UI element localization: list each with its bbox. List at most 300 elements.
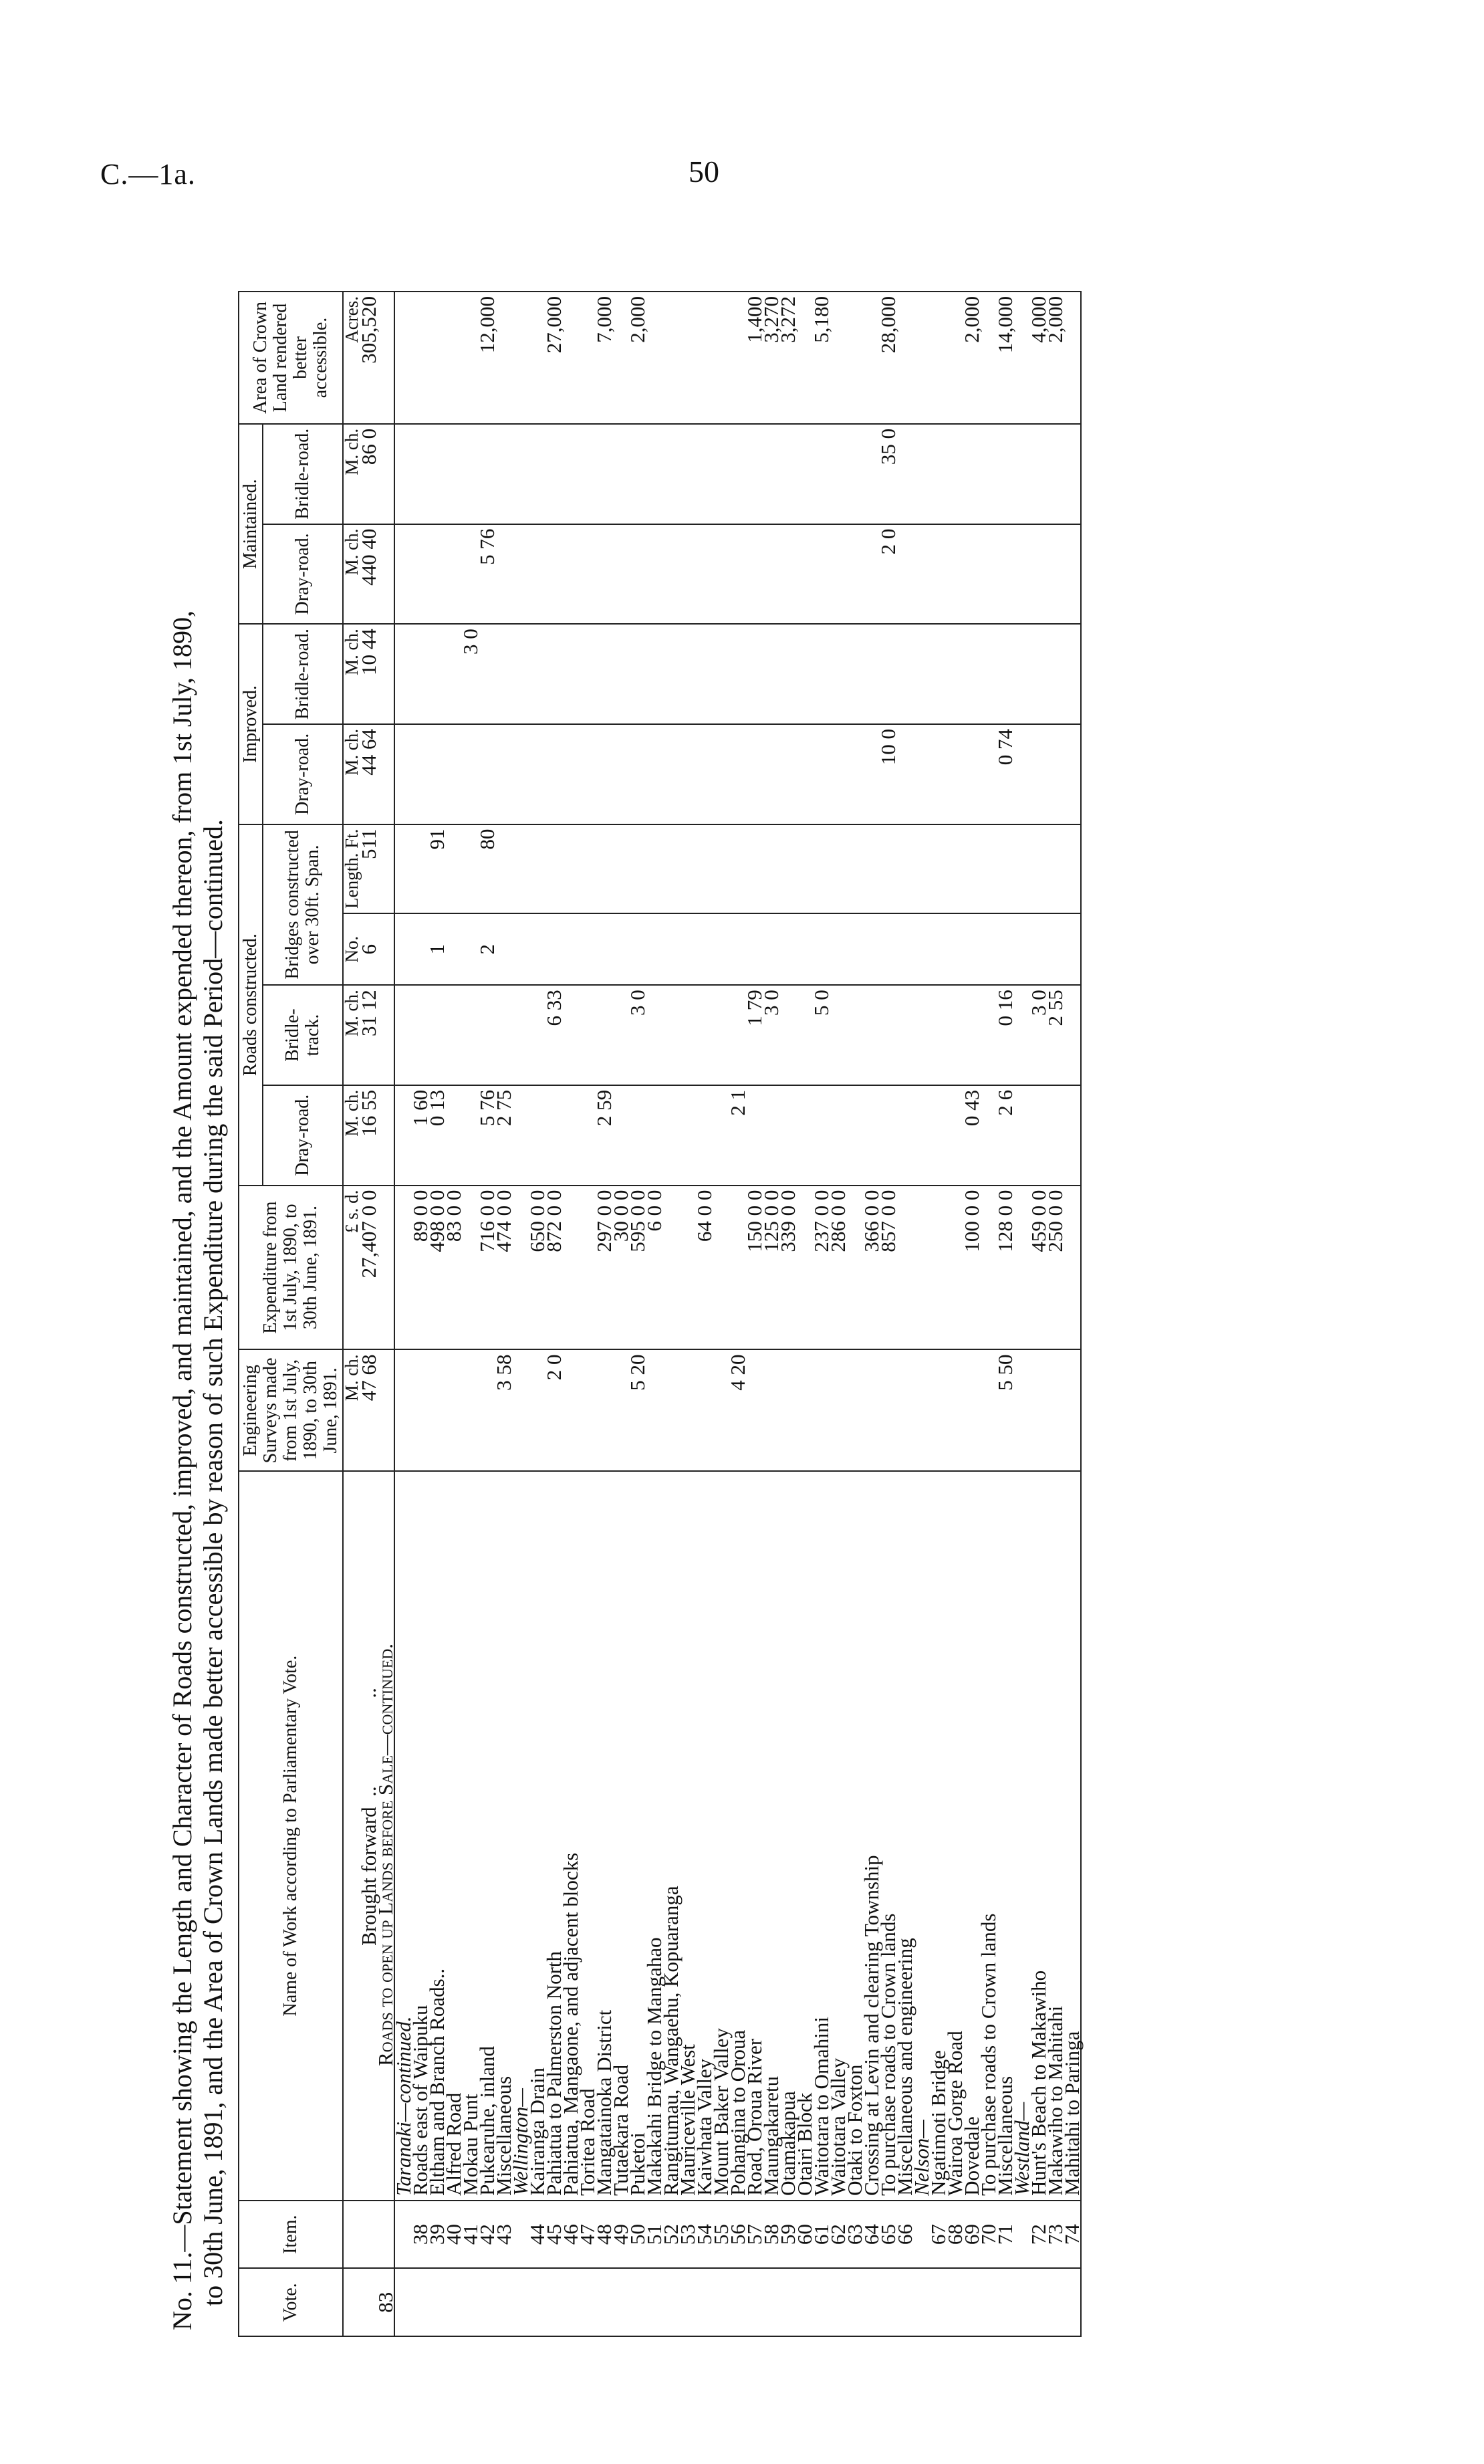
work-name: Otairi Block xyxy=(796,1471,813,2201)
district-name: Wellington— xyxy=(512,1471,529,2201)
vote-cell xyxy=(428,2268,445,2336)
cell-bridges-no xyxy=(629,913,646,985)
cell-bridges-no xyxy=(863,913,880,985)
cell-dray: 0 43 xyxy=(963,1085,980,1186)
item-number: 58 xyxy=(763,2201,779,2269)
work-name: Otamakapua xyxy=(779,1471,796,2201)
cell-imp-bridle xyxy=(997,624,1013,724)
cell-bridges-len xyxy=(696,824,713,914)
cell-mnt-bridle xyxy=(579,424,596,524)
cell-imp-dray xyxy=(713,724,729,824)
cell-bridle xyxy=(479,985,495,1085)
cell-bridle: 6 33 xyxy=(545,985,562,1085)
cell-imp-bridle xyxy=(495,624,512,724)
vote-cell xyxy=(896,2268,913,2336)
cell-expenditure: 64 0 0 xyxy=(696,1186,713,1350)
cell-area: 4,000 xyxy=(1030,292,1047,424)
cell-imp-bridle xyxy=(713,624,729,724)
item-number: 52 xyxy=(662,2201,679,2269)
cell-mnt-dray xyxy=(679,524,696,625)
vote-cell xyxy=(679,2268,696,2336)
section-heading: Roads to open up Lands before Sale—continued. xyxy=(377,1471,394,2201)
cell-area xyxy=(512,292,529,424)
work-name: Tutaekara Road xyxy=(612,1471,629,2201)
cell-bridle xyxy=(662,985,679,1085)
cell-surveys xyxy=(947,1350,963,1472)
vote-cell xyxy=(746,2268,763,2336)
cell-surveys xyxy=(596,1350,612,1472)
cell-imp-bridle xyxy=(796,624,813,724)
col-item: Item. xyxy=(239,2201,343,2269)
cell-surveys xyxy=(896,1350,913,1472)
cell-mnt-dray: 5 76 xyxy=(479,524,495,625)
cell-bridges-no xyxy=(779,913,796,985)
cell-dray xyxy=(880,1085,896,1186)
cell-mnt-dray xyxy=(646,524,662,625)
cell-bridges-no: 2 xyxy=(479,913,495,985)
cell-bridges-len xyxy=(746,824,763,914)
cell-mnt-dray xyxy=(579,524,596,625)
col-bridges: Bridges constructed over 30ft. Span. xyxy=(263,824,343,986)
work-name: Mangatainoka District xyxy=(596,1471,612,2201)
cell-expenditure: 459 0 0 xyxy=(1030,1186,1047,1350)
cell-expenditure: 872 0 0 xyxy=(545,1186,562,1350)
cell-area: 12,000 xyxy=(479,292,495,424)
cell-bridges-no xyxy=(646,913,662,985)
cell-mnt-bridle xyxy=(813,424,830,524)
cell-bridges-len xyxy=(1064,824,1081,914)
item-number: 73 xyxy=(1047,2201,1064,2269)
table-row xyxy=(1047,292,1064,2336)
vote-cell xyxy=(947,2268,963,2336)
cell-dray xyxy=(545,1085,562,1186)
vote-cell xyxy=(545,2268,562,2336)
vote-cell xyxy=(596,2268,612,2336)
cell-bridges-len: 91 xyxy=(428,824,445,914)
cell-bridges-no xyxy=(846,913,863,985)
cell-mnt-dray xyxy=(1047,524,1064,625)
cell-dray xyxy=(1047,1085,1064,1186)
cell-bridle xyxy=(947,985,963,1085)
cell-bridges-no xyxy=(612,913,629,985)
cell-bridges-len xyxy=(646,824,662,914)
cell-bridges-no xyxy=(696,913,713,985)
cell-dray: 2 75 xyxy=(495,1085,512,1186)
cell-dray: 0 13 xyxy=(428,1085,445,1186)
cell-mnt-bridle xyxy=(980,424,997,524)
cell-dray xyxy=(646,1085,662,1186)
vote-cell xyxy=(662,2268,679,2336)
cell-expenditure: 30 0 0 xyxy=(612,1186,629,1350)
cell-dray xyxy=(863,1085,880,1186)
cell-imp-bridle xyxy=(629,624,646,724)
cell-dray xyxy=(696,1085,713,1186)
item-number: 42 xyxy=(479,2201,495,2269)
cell-bridges-no xyxy=(729,913,746,985)
cell-area: 28,000 xyxy=(880,292,896,424)
cell-bridges-len xyxy=(997,824,1013,914)
cell-surveys xyxy=(579,1350,596,1472)
cell-bridle xyxy=(913,985,930,1085)
work-name: Eltham and Branch Roads.. xyxy=(428,1471,445,2201)
cell-dray xyxy=(763,1085,779,1186)
cell-mnt-bridle: 35 0 xyxy=(880,424,896,524)
work-name: Crossing at Levin and clearing Township xyxy=(863,1471,880,2201)
cell-imp-bridle xyxy=(1030,624,1047,724)
rotated-statement xyxy=(167,197,1390,2337)
cell-bridges-len xyxy=(796,824,813,914)
brought-forward-label: Brought forward .. .. xyxy=(360,1471,377,2201)
work-name: Waitotara Valley xyxy=(830,1471,846,2201)
cell-mnt-dray xyxy=(529,524,545,625)
cell-dray xyxy=(930,1085,947,1186)
cell-mnt-dray xyxy=(662,524,679,625)
item-number: 49 xyxy=(612,2201,629,2269)
work-name: Pahiatua, Mangaone, and adjacent blocks xyxy=(562,1471,579,2201)
cell-imp-dray xyxy=(763,724,779,824)
cell-mnt-bridle xyxy=(729,424,746,524)
vote-cell xyxy=(495,2268,512,2336)
vote-cell xyxy=(813,2268,830,2336)
cell-surveys xyxy=(696,1350,713,1472)
vote-cell xyxy=(729,2268,746,2336)
cell-imp-bridle xyxy=(880,624,896,724)
cell-imp-bridle xyxy=(930,624,947,724)
cell-surveys xyxy=(1030,1350,1047,1472)
cell-imp-bridle xyxy=(394,624,412,724)
cell-surveys xyxy=(445,1350,462,1472)
cell-mnt-bridle xyxy=(529,424,545,524)
cell-bridges-no xyxy=(1064,913,1081,985)
unit-expenditure: £ s. d. xyxy=(343,1186,360,1350)
cell-area xyxy=(662,292,679,424)
cell-imp-dray xyxy=(662,724,679,824)
cell-bridges-len xyxy=(394,824,412,914)
vote-cell xyxy=(445,2268,462,2336)
cell-expenditure: 89 0 0 xyxy=(412,1186,428,1350)
cell-mnt-bridle xyxy=(596,424,612,524)
cell-mnt-dray xyxy=(846,524,863,625)
col-improved-bridle: Bridle-road. xyxy=(263,624,343,724)
table-row xyxy=(729,292,746,2336)
unit-mnt-dray: M. ch. xyxy=(343,524,360,625)
cell-mnt-dray xyxy=(562,524,579,625)
cell-dray xyxy=(529,1085,545,1186)
col-improved-dray: Dray-road. xyxy=(263,724,343,824)
cell-area: 3,270 xyxy=(763,292,779,424)
cell-mnt-bridle xyxy=(713,424,729,524)
cell-mnt-bridle xyxy=(763,424,779,524)
cell-imp-dray xyxy=(479,724,495,824)
cell-mnt-bridle xyxy=(796,424,813,524)
cell-imp-bridle xyxy=(896,624,913,724)
cell-mnt-bridle xyxy=(997,424,1013,524)
cell-surveys xyxy=(462,1350,479,1472)
cell-surveys xyxy=(662,1350,679,1472)
col-vote: Vote. xyxy=(239,2268,343,2336)
cell-mnt-bridle xyxy=(612,424,629,524)
cell-bridges-len xyxy=(529,824,545,914)
cell-imp-dray xyxy=(813,724,830,824)
cell-bridges-len xyxy=(1013,824,1030,914)
cell-mnt-dray xyxy=(980,524,997,625)
cell-bridges-no xyxy=(394,913,412,985)
cell-mnt-bridle xyxy=(662,424,679,524)
vote-cell xyxy=(612,2268,629,2336)
cell-mnt-bridle xyxy=(462,424,479,524)
cell-bridges-no xyxy=(679,913,696,985)
cell-dray xyxy=(679,1085,696,1186)
cell-surveys: 5 50 xyxy=(997,1350,1013,1472)
item-number: 63 xyxy=(846,2201,863,2269)
item-number: 38 xyxy=(412,2201,428,2269)
work-name: Mauriceville West xyxy=(679,1471,696,2201)
cell-mnt-bridle xyxy=(512,424,529,524)
cell-imp-dray xyxy=(562,724,579,824)
table-row xyxy=(779,292,796,2336)
work-name: Ngatimoti Bridge xyxy=(930,1471,947,2201)
work-name: Waitotara to Omahini xyxy=(813,1471,830,2201)
cell-mnt-bridle xyxy=(1013,424,1030,524)
cell-bridle xyxy=(596,985,612,1085)
cell-bridges-no xyxy=(529,913,545,985)
vote-cell xyxy=(1064,2268,1081,2336)
col-expenditure: Expenditure from 1st July, 1890, to 30th June, 1891. xyxy=(239,1186,343,1350)
item-number: 65 xyxy=(880,2201,896,2269)
bf-bridges-len: 511 xyxy=(360,824,377,914)
cell-area: 2,000 xyxy=(1047,292,1064,424)
vote-cell xyxy=(412,2268,428,2336)
cell-bridle: 3 0 xyxy=(1030,985,1047,1085)
cell-imp-bridle xyxy=(763,624,779,724)
cell-bridges-len xyxy=(947,824,963,914)
roads-table xyxy=(238,291,1082,2337)
cell-bridges-no xyxy=(713,913,729,985)
col-area: Area of Crown Land rendered better accessible. xyxy=(239,292,343,424)
vote-cell xyxy=(963,2268,980,2336)
cell-imp-dray: 10 0 xyxy=(880,724,896,824)
cell-mnt-bridle xyxy=(479,424,495,524)
cell-bridle xyxy=(462,985,479,1085)
cell-bridges-no xyxy=(980,913,997,985)
item-number: 50 xyxy=(629,2201,646,2269)
work-name: Makakahi Bridge to Mangahao xyxy=(646,1471,662,2201)
cell-imp-dray xyxy=(462,724,479,824)
cell-dray xyxy=(813,1085,830,1186)
cell-mnt-bridle xyxy=(545,424,562,524)
cell-expenditure: 125 0 0 xyxy=(763,1186,779,1350)
cell-imp-bridle xyxy=(696,624,713,724)
cell-expenditure: 286 0 0 xyxy=(830,1186,846,1350)
cell-bridges-no xyxy=(1013,913,1030,985)
cell-imp-bridle xyxy=(729,624,746,724)
table-row xyxy=(896,292,913,2336)
item-number: 69 xyxy=(963,2201,980,2269)
cell-bridle xyxy=(412,985,428,1085)
cell-bridges-len xyxy=(729,824,746,914)
cell-surveys xyxy=(930,1350,947,1472)
cell-dray xyxy=(662,1085,679,1186)
cell-mnt-dray xyxy=(596,524,612,625)
table-row xyxy=(813,292,830,2336)
cell-imp-dray xyxy=(913,724,930,824)
cell-surveys xyxy=(813,1350,830,1472)
cell-mnt-bridle xyxy=(696,424,713,524)
cell-mnt-bridle xyxy=(629,424,646,524)
cell-mnt-bridle xyxy=(495,424,512,524)
item-number: 47 xyxy=(579,2201,596,2269)
district-name: Taranaki—continued. xyxy=(394,1471,412,2201)
cell-area xyxy=(913,292,930,424)
cell-mnt-bridle xyxy=(830,424,846,524)
cell-bridges-len xyxy=(1047,824,1064,914)
cell-surveys xyxy=(1064,1350,1081,1472)
cell-bridges-no xyxy=(512,913,529,985)
cell-imp-dray xyxy=(846,724,863,824)
cell-imp-bridle xyxy=(596,624,612,724)
cell-imp-dray xyxy=(529,724,545,824)
vote-cell xyxy=(830,2268,846,2336)
vote-cell xyxy=(997,2268,1013,2336)
cell-area xyxy=(412,292,428,424)
cell-bridle: 1 79 xyxy=(746,985,763,1085)
cell-imp-dray xyxy=(1064,724,1081,824)
bf-surveys: 47 68 xyxy=(360,1350,377,1472)
cell-bridges-len xyxy=(1030,824,1047,914)
item-number: 53 xyxy=(679,2201,696,2269)
cell-imp-bridle xyxy=(1064,624,1081,724)
cell-mnt-dray xyxy=(830,524,846,625)
item-number: 72 xyxy=(1030,2201,1047,2269)
cell-expenditure: 650 0 0 xyxy=(529,1186,545,1350)
cell-dray: 2 59 xyxy=(596,1085,612,1186)
unit-bridges-no: No. xyxy=(343,913,360,985)
cell-surveys xyxy=(779,1350,796,1472)
cell-mnt-dray xyxy=(997,524,1013,625)
cell-surveys: 4 20 xyxy=(729,1350,746,1472)
cell-surveys xyxy=(880,1350,896,1472)
cell-bridle xyxy=(846,985,863,1085)
cell-mnt-bridle xyxy=(646,424,662,524)
cell-imp-bridle xyxy=(545,624,562,724)
bf-imp-bridle: 10 44 xyxy=(360,624,377,724)
cell-expenditure: 6 0 0 xyxy=(646,1186,662,1350)
cell-mnt-dray xyxy=(545,524,562,625)
cell-dray xyxy=(629,1085,646,1186)
cell-bridges-len xyxy=(579,824,596,914)
work-name: Makawiho to Mahitahi xyxy=(1047,1471,1064,2201)
cell-mnt-dray xyxy=(813,524,830,625)
bf-bridle: 31 12 xyxy=(360,985,377,1085)
work-name: To purchase roads to Crown lands xyxy=(980,1471,997,2201)
page-number: 50 xyxy=(689,154,719,189)
cell-imp-bridle xyxy=(863,624,880,724)
cell-expenditure: 366 0 0 xyxy=(863,1186,880,1350)
vote-cell xyxy=(529,2268,545,2336)
unit-imp-bridle: M. ch. xyxy=(343,624,360,724)
table-row xyxy=(763,292,779,2336)
work-name: Pohangina to Oroua xyxy=(729,1471,746,2201)
cell-imp-bridle xyxy=(512,624,529,724)
cell-bridle xyxy=(696,985,713,1085)
cell-imp-dray xyxy=(394,724,412,824)
item-number: 44 xyxy=(529,2201,545,2269)
cell-surveys xyxy=(796,1350,813,1472)
cell-imp-bridle xyxy=(913,624,930,724)
cell-imp-dray xyxy=(963,724,980,824)
cell-bridges-no xyxy=(746,913,763,985)
unit-bridle: M. ch. xyxy=(343,985,360,1085)
cell-surveys: 5 20 xyxy=(629,1350,646,1472)
cell-mnt-bridle xyxy=(746,424,763,524)
vote-cell xyxy=(930,2268,947,2336)
cell-imp-bridle xyxy=(662,624,679,724)
cell-imp-bridle xyxy=(562,624,579,724)
item-number: 55 xyxy=(713,2201,729,2269)
bf-mnt-dray: 440 40 xyxy=(360,524,377,625)
cell-area xyxy=(696,292,713,424)
cell-expenditure: 83 0 0 xyxy=(445,1186,462,1350)
cell-bridle xyxy=(579,985,596,1085)
cell-mnt-dray xyxy=(428,524,445,625)
cell-mnt-bridle xyxy=(412,424,428,524)
title-line-2: to 30th June, 1891, and the Area of Crown Lands made better accessible by reason of such Expenditure during the said Period—continued. xyxy=(198,819,228,2306)
cell-area: 3,272 xyxy=(779,292,796,424)
document-reference: C.—1a. xyxy=(100,158,196,191)
work-name: Mount Baker Valley xyxy=(713,1471,729,2201)
item-number: 74 xyxy=(1064,2201,1081,2269)
cell-surveys xyxy=(679,1350,696,1472)
cell-imp-bridle xyxy=(579,624,596,724)
cell-bridges-len xyxy=(930,824,947,914)
cell-mnt-dray xyxy=(612,524,629,625)
cell-expenditure: 595 0 0 xyxy=(629,1186,646,1350)
work-name: Puketoi xyxy=(629,1471,646,2201)
work-name: Toritea Road xyxy=(579,1471,596,2201)
work-name: Dovedale xyxy=(963,1471,980,2201)
cell-surveys xyxy=(830,1350,846,1472)
col-improved: Improved. xyxy=(239,624,263,824)
vote-cell xyxy=(562,2268,579,2336)
cell-bridges-no xyxy=(913,913,930,985)
work-name: Alfred Road xyxy=(445,1471,462,2201)
cell-imp-dray xyxy=(1047,724,1064,824)
cell-dray: 2 1 xyxy=(729,1085,746,1186)
item-number: 43 xyxy=(495,2201,512,2269)
cell-bridges-len xyxy=(679,824,696,914)
cell-mnt-dray: 2 0 xyxy=(880,524,896,625)
cell-bridges-no xyxy=(947,913,963,985)
cell-bridges-no xyxy=(763,913,779,985)
cell-mnt-bridle xyxy=(562,424,579,524)
item-number: 62 xyxy=(830,2201,846,2269)
cell-bridges-len xyxy=(896,824,913,914)
table-row xyxy=(462,292,479,2336)
item-number: 64 xyxy=(863,2201,880,2269)
col-constructed-dray: Dray-road. xyxy=(263,1085,343,1186)
cell-mnt-dray xyxy=(779,524,796,625)
cell-bridges-no xyxy=(830,913,846,985)
work-name: Pahiatua to Palmerston North xyxy=(545,1471,562,2201)
work-name: Pukearuhe, inland xyxy=(479,1471,495,2201)
col-maintained: Maintained. xyxy=(239,424,263,624)
item-number: 66 xyxy=(896,2201,913,2269)
cell-imp-bridle xyxy=(679,624,696,724)
cell-bridle xyxy=(963,985,980,1085)
cell-area: 14,000 xyxy=(997,292,1013,424)
cell-imp-bridle xyxy=(612,624,629,724)
cell-bridle xyxy=(880,985,896,1085)
